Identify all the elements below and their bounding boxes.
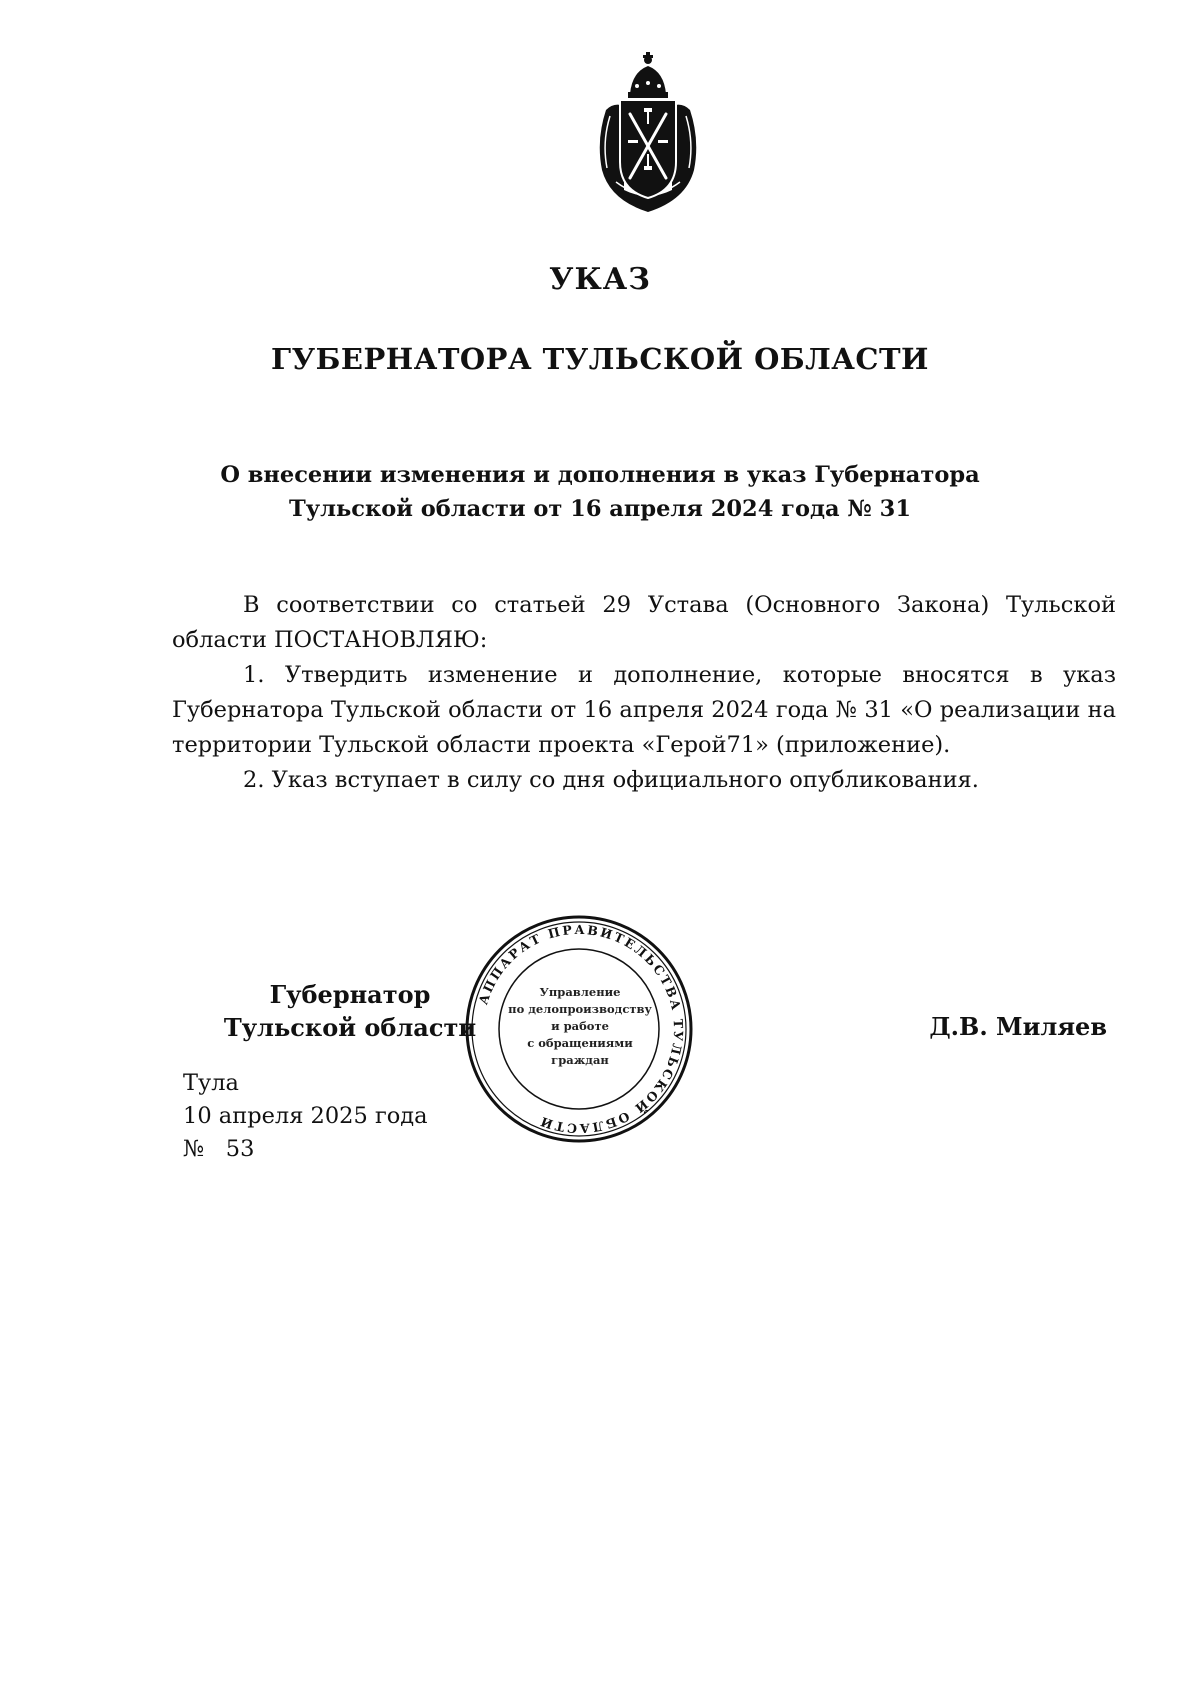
subject-line-2: Тульской области от 16 апреля 2024 года № 31: [289, 496, 911, 522]
seal-outer-text: АППАРАТ ПРАВИТЕЛЬСТВА ТУЛЬСКОЙ ОБЛАСТИ: [475, 921, 687, 1137]
seal-inner-line-2: по делопроизводству: [508, 1002, 652, 1016]
seal-inner-line-3: и работе: [551, 1019, 609, 1033]
seal-inner-line-5: граждан: [551, 1053, 609, 1067]
seal-inner-text: [500, 984, 660, 1069]
city: Тула: [183, 1070, 239, 1096]
document-number: № 53: [183, 1136, 255, 1162]
seal-inner-line-4: с обращениями: [527, 1036, 633, 1050]
issuer-title: ГУБЕРНАТОРА ТУЛЬСКОЙ ОБЛАСТИ: [271, 342, 929, 376]
position-line-1: Губернатор: [269, 980, 431, 1009]
seal-inner-line-1: Управление: [539, 985, 621, 999]
document-type-title: УКАЗ: [549, 262, 651, 297]
signatory-position: [200, 978, 500, 1044]
document-body: [172, 588, 1116, 798]
date: 10 апреля 2025 года: [183, 1103, 428, 1129]
signatory-name: Д.В. Миляев: [929, 1012, 1107, 1041]
item-1-paragraph: 1. Утвердить изменение и дополнение, которые вносятся в указ Губернатора Тульской области от 16 апреля 2024 года № 31 «О реализации на территории Тульской области проекта «Герой71» (приложение).: [172, 662, 1116, 758]
subject-line-1: О внесении изменения и дополнения в указ Губернатора: [220, 462, 980, 488]
preamble-paragraph: В соответствии со статьей 29 Устава (Основного Закона) Тульской области ПОСТАНОВЛЯЮ:: [172, 592, 1116, 653]
item-2-paragraph: 2. Указ вступает в силу со дня официального опубликования.: [243, 767, 979, 793]
tula-coat-of-arms-icon: [592, 50, 704, 216]
place-and-date: [183, 1067, 428, 1166]
position-line-2: Тульской области: [223, 1013, 477, 1042]
document-subject: [180, 458, 1020, 526]
